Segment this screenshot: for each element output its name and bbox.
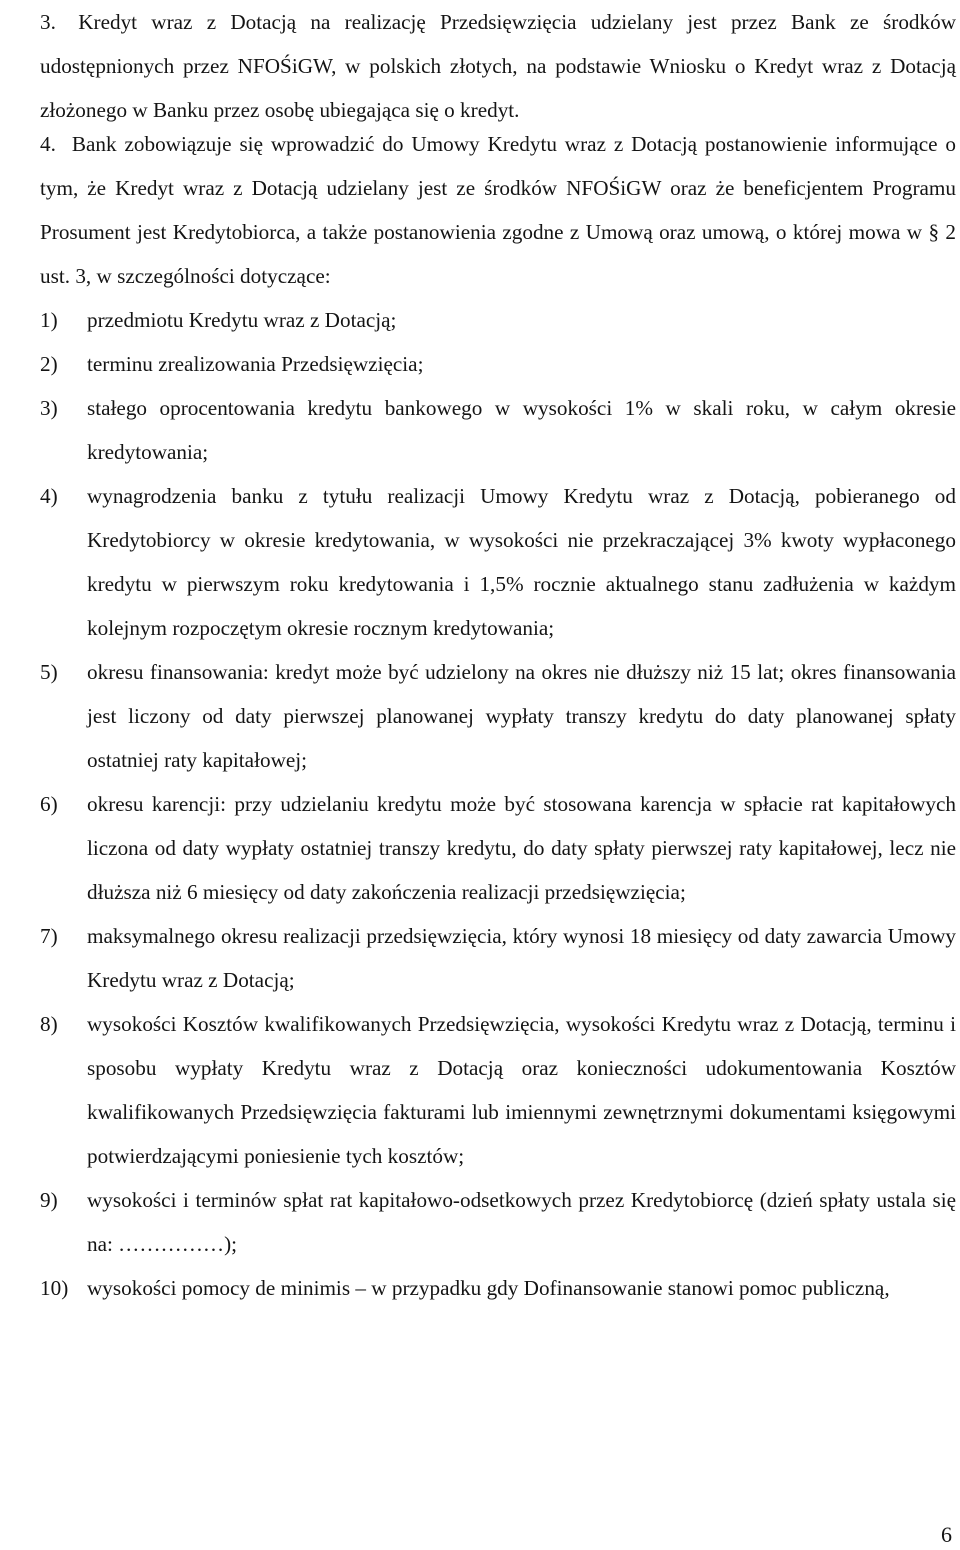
- list-item-number: 7): [40, 924, 58, 948]
- list-item-text: stałego oprocentowania kredytu bankowego w wysokości 1% w skali roku, w całym okresie kredytowania;: [87, 396, 956, 464]
- list-item-number: 8): [40, 1012, 58, 1036]
- paragraph-4: [40, 122, 956, 298]
- paragraph-text: Bank zobowiązuje się wprowadzić do Umowy Kredytu wraz z Dotacją postanowienie informujące o tym, że Kredyt wraz z Dotacją udzielany jest ze środków NFOŚiGW oraz że beneficjentem Programu Prosument jest Kredytobiorca, a także postanowienia zgodne z Umową oraz umową, o której mowa w § 2 ust. 3, w szczególności dotyczące:: [40, 132, 956, 288]
- list-item-text: terminu zrealizowania Przedsięwzięcia;: [87, 352, 424, 376]
- page-number: 6: [941, 1522, 952, 1547]
- list-item: [40, 342, 956, 386]
- list-item-number: 9): [40, 1188, 58, 1212]
- paragraph-number: 4.: [40, 132, 56, 156]
- list-item: [40, 386, 956, 474]
- list-item-text: wysokości Kosztów kwalifikowanych Przedsięwzięcia, wysokości Kredytu wraz z Dotacją, terminu i sposobu wypłaty Kredytu wraz z Dotacją oraz konieczności udokumentowania Kosztów kwalifikowanych Przedsięwzięcia fakturami lub imiennymi zewnętrznymi dokumentami księgowymi potwierdzającymi poniesienie tych kosztów;: [87, 1012, 956, 1168]
- list-item: [40, 650, 956, 782]
- list-item-number: 6): [40, 792, 58, 816]
- list-item: [40, 1178, 956, 1266]
- list-item-text: maksymalnego okresu realizacji przedsięwzięcia, który wynosi 18 miesięcy od daty zawarcia Umowy Kredytu wraz z Dotacją;: [87, 924, 956, 992]
- list-item-number: 10): [40, 1276, 69, 1300]
- list-item-text: okresu finansowania: kredyt może być udzielony na okres nie dłuższy niż 15 lat; okres finansowania jest liczony od daty pierwszej planowanej wypłaty transzy kredytu do daty planowanej spłaty ostatniej raty kapitałowej;: [87, 660, 956, 772]
- list-item-text: przedmiotu Kredytu wraz z Dotacją;: [87, 308, 397, 332]
- paragraph-3: [40, 0, 956, 132]
- list-item-text: wynagrodzenia banku z tytułu realizacji Umowy Kredytu wraz z Dotacją, pobieranego od Kredytobiorcy w okresie kredytowania, w wysokości nie przekraczającej 3% kwoty wypłaconego kredytu w pierwszym roku kredytowania i 1,5% rocznie aktualnego stanu zadłużenia w każdym kolejnym rozpoczętym okresie rocznym kredytowania;: [87, 484, 956, 640]
- obligations-list: [40, 298, 956, 1310]
- list-item-text: okresu karencji: przy udzielaniu kredytu może być stosowana karencja w spłacie rat kapitałowych liczona od daty wypłaty ostatniej transzy kredytu, do daty spłaty pierwszej raty kapitałowej, lecz nie dłuższa niż 6 miesięcy od daty zakończenia realizacji przedsięwzięcia;: [87, 792, 956, 904]
- list-item-number: 3): [40, 396, 58, 420]
- list-item: [40, 1002, 956, 1178]
- list-item: [40, 1266, 956, 1310]
- list-item: [40, 914, 956, 1002]
- list-item-number: 1): [40, 308, 58, 332]
- list-item: [40, 298, 956, 342]
- paragraph-number: 3.: [40, 10, 56, 34]
- list-item: [40, 782, 956, 914]
- list-item-number: 5): [40, 660, 58, 684]
- paragraph-text: Kredyt wraz z Dotacją na realizację Przedsięwzięcia udzielany jest przez Bank ze środków udostępnionych przez NFOŚiGW, w polskich złotych, na podstawie Wniosku o Kredyt wraz z Dotacją złożonego w Banku przez osobę ubiegająca się o kredyt.: [40, 10, 957, 122]
- list-item: [40, 474, 956, 650]
- list-item-number: 4): [40, 484, 58, 508]
- list-item-text: wysokości pomocy de minimis – w przypadku gdy Dofinansowanie stanowi pomoc publiczną,: [87, 1276, 890, 1300]
- list-item-number: 2): [40, 352, 58, 376]
- list-item-text: wysokości i terminów spłat rat kapitałowo-odsetkowych przez Kredytobiorcę (dzień spłaty ustala się na: ……………);: [87, 1188, 956, 1256]
